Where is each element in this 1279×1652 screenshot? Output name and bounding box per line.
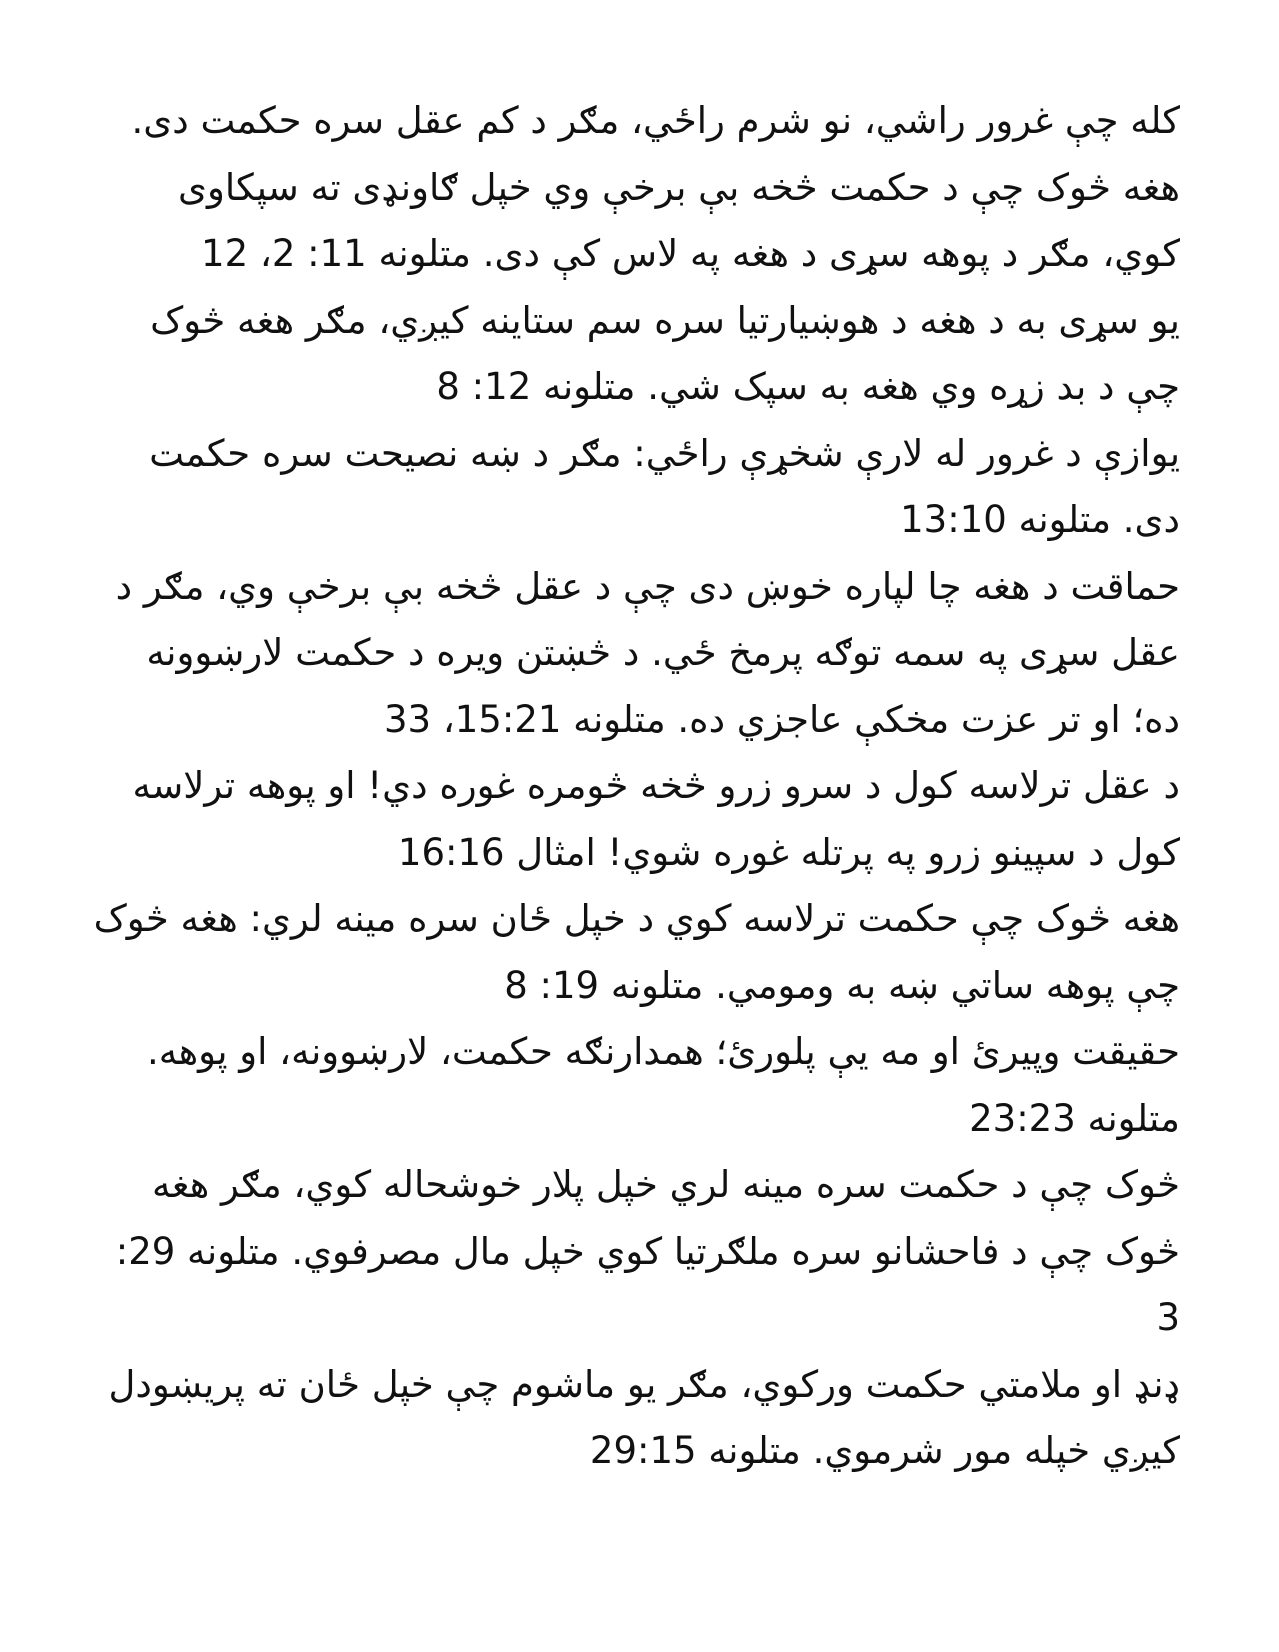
verse-6 <box>90 753 1180 886</box>
verse-text: د عقل ترلاسه کول د سرو زرو څخه څومره غوره دي! او پوهه ترلاسه کول د سپینو زرو په پرتله غوره شوي! <box>132 764 1180 874</box>
verse-reference: متلونه 15:21، 33 <box>383 697 666 741</box>
verse-text: هغه څوک چې حکمت ترلاسه کوي د خپل ځان سره مینه لري: هغه څوک چې پوهه ساتي ښه به ومومي. <box>93 897 1180 1007</box>
verse-7 <box>90 886 1180 1019</box>
verse-text: څوک چې د حکمت سره مینه لري خپل پلار خوشحاله کوي، مګر هغه څوک چې د فاحشانو سره ملګرتیا کوي خپل مال مصرفوي. <box>152 1163 1180 1273</box>
verse-text: حماقت د هغه چا لپاره خوښ دی چې د عقل څخه بې برخې وي، مګر د عقل سړی په سمه توګه پرمخ ځي. د څښتن ویره د حکمت لارښوونه ده؛ او تر عزت مخکې عاجزي ده. <box>115 564 1180 741</box>
verse-8 <box>90 1019 1180 1152</box>
verse-9 <box>90 1152 1180 1352</box>
verse-text: ډنډ او ملامتي حکمت ورکوي، مګر یو ماشوم چې خپل ځان ته پریښودل کیږي خپله مور شرموي. <box>108 1362 1180 1472</box>
verse-text: یوازې د غرور له لارې شخړې راځي: مګر د ښه نصیحت سره حکمت دی. <box>149 431 1180 541</box>
verse-2 <box>90 155 1180 288</box>
verse-reference: متلونه 19: 8 <box>504 963 704 1007</box>
verse-reference: متلونه 29: 3 <box>115 1229 1180 1339</box>
verse-reference: متلونه 11: 2، 12 <box>201 232 471 275</box>
verse-reference: متلونه 23:23 <box>969 1096 1180 1140</box>
verse-1 <box>90 88 1180 155</box>
verse-text: هغه څوک چې د حکمت څخه بې برخې وي خپل ګاونډی ته سپکاوی کوي، مګر د پوهه سړی د هغه په لاس کې دی. <box>178 165 1180 275</box>
verse-reference: متلونه 13:10 <box>900 498 1112 541</box>
verse-10 <box>90 1352 1180 1485</box>
verse-text: حقیقت وپیرئ او مه یې پلورئ؛ همدارنګه حکمت، لارښوونه، او پوهه. <box>146 1030 1180 1073</box>
verse-text: کله چې غرور راشي، نو شرم راځي، مګر د کم عقل سره حکمت دی. <box>131 99 1180 142</box>
verse-5 <box>90 554 1180 754</box>
verse-document <box>90 88 1180 1485</box>
verse-reference: متلونه 29:15 <box>589 1429 801 1472</box>
verse-reference: متلونه 12: 8 <box>436 365 636 408</box>
verse-3 <box>90 288 1180 421</box>
verse-reference: امثال 16:16 <box>397 830 596 874</box>
verse-text: یو سړی به د هغه د هوښیارتیا سره سم ستاینه کیږي، مګر هغه څوک چې د بد زړه وي هغه به سپک شي. <box>150 298 1180 408</box>
verse-4 <box>90 421 1180 554</box>
